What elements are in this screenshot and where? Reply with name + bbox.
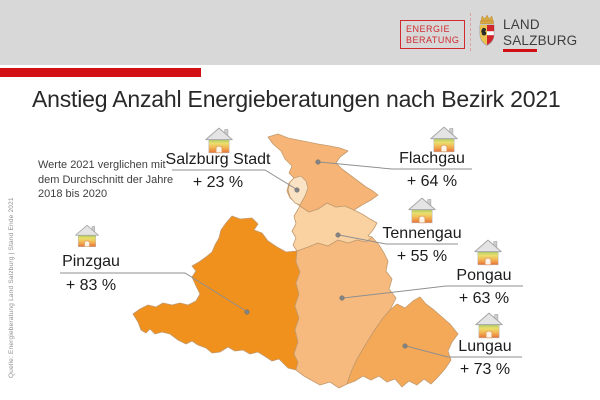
page-title: Anstieg Anzahl Energieberatungen nach Bezirk 2021 bbox=[32, 86, 561, 112]
leader-dot-lungau bbox=[403, 344, 408, 349]
district-value-salzburg-stadt: + 23 % bbox=[192, 174, 244, 191]
leader-dot-pongau bbox=[340, 296, 345, 301]
district-value-pongau: + 63 % bbox=[458, 290, 510, 307]
energy-house-icon bbox=[473, 239, 503, 266]
district-value-lungau: + 73 % bbox=[459, 361, 511, 378]
energieberatung-logo-line1: ENERGIE bbox=[406, 24, 451, 34]
district-value-flachgau: + 64 % bbox=[406, 173, 458, 190]
district-label-lungau: Lungau bbox=[458, 338, 512, 355]
energy-house-icon bbox=[407, 197, 437, 224]
district-label-pinzgau: Pinzgau bbox=[62, 253, 120, 270]
leader-dot-tennengau bbox=[336, 233, 341, 238]
district-label-salzburg-stadt: Salzburg Stadt bbox=[165, 151, 271, 168]
district-label-flachgau: Flachgau bbox=[399, 150, 465, 167]
comparison-note-line1: Werte 2021 verglichen mit bbox=[38, 159, 166, 171]
energy-house-icon bbox=[429, 126, 459, 153]
district-shape-flachgau bbox=[268, 134, 378, 212]
energy-house-icon bbox=[204, 127, 234, 154]
energy-house-icon bbox=[474, 312, 504, 339]
land-salzburg-logo-line1: LAND bbox=[503, 17, 540, 32]
district-label-pongau: Pongau bbox=[456, 267, 512, 284]
district-value-pinzgau: + 83 % bbox=[65, 277, 117, 294]
leader-dot-pinzgau bbox=[245, 310, 250, 315]
district-value-tennengau: + 55 % bbox=[396, 248, 448, 265]
energieberatung-logo-line2: BERATUNG bbox=[406, 34, 460, 45]
energy-house-icon bbox=[74, 224, 100, 248]
source-note: Quelle: Energieberatung Land Salzburg | Stand Ende 2021 bbox=[8, 197, 15, 378]
district-label-tennengau: Tennengau bbox=[382, 225, 462, 242]
comparison-note-line3: 2018 bis 2020 bbox=[38, 188, 108, 200]
leader-dot-salzburg-stadt bbox=[295, 188, 300, 193]
land-salzburg-logo-line2: SALZBURG bbox=[503, 32, 578, 48]
leader-dot-flachgau bbox=[316, 160, 321, 165]
comparison-note-line2: dem Durchschnitt der Jahre bbox=[38, 173, 174, 186]
